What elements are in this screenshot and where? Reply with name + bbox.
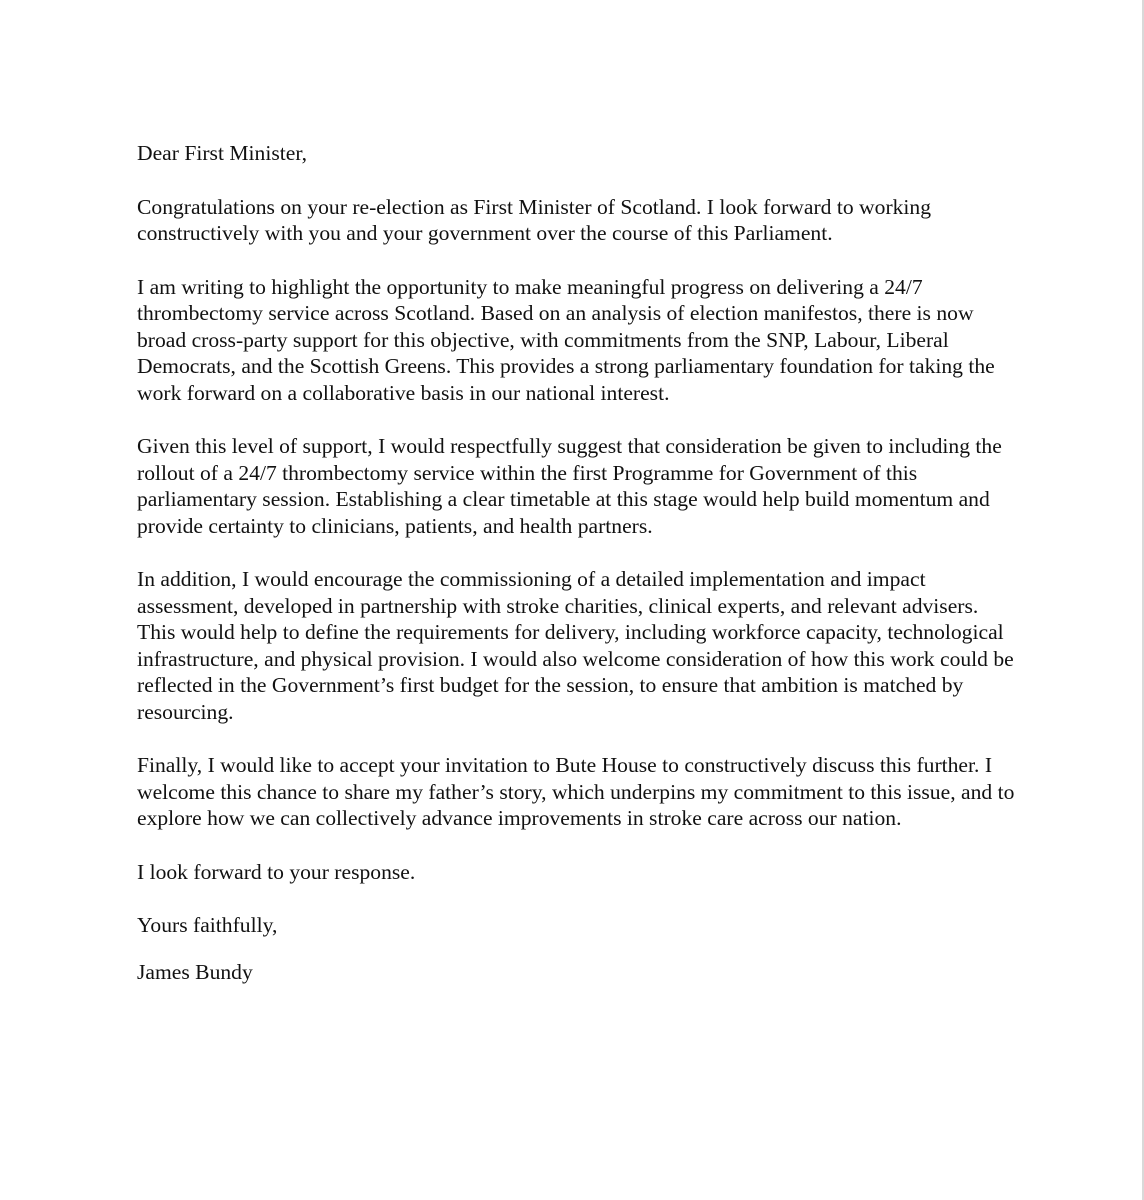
paragraph-implementation-assessment: In addition, I would encourage the commissioning of a detailed implementation and impact assessment, developed in partnership with stroke charities, clinical experts, and relevant advisers. This would help to define the requirements for delivery, including workforce capacity, technological infrastructure, and physical provision. I would also welcome consideration of how this work could be reflected in the Government’s first budget for the session, to ensure that ambition is matched by resourcing. [137,567,1014,724]
valediction: Yours faithfully, [137,913,278,937]
signature: James Bundy [137,959,253,984]
closing-line: I look forward to your response. [137,859,416,884]
paragraph-bute-house-invitation: Finally, I would like to accept your invitation to Bute House to constructively discuss this further. I welcome this chance to share my father’s story, which underpins my commitment to this issue, and to explore how we can collectively advance improvements in stroke care across our nation. [137,753,1015,830]
paragraph-programme-for-government: Given this level of support, I would respectfully suggest that consideration be given to including the rollout of a 24/7 thrombectomy service within the first Programme for Government of this parliamentary session. Establishing a clear timetable at this stage would help build momentum and provide certainty to clinicians, patients, and health partners. [137,434,1002,538]
salutation: Dear First Minister, [137,141,308,165]
paragraph-thrombectomy-support: I am writing to highlight the opportunity to make meaningful progress on delivering a 24/7 thrombectomy service across Scotland. Based on an analysis of election manifestos, there is now broad cross-party support for this objective, with commitments from the SNP, Labour, Liberal Democrats, and the Scottish Greens. This provides a strong parliamentary foundation for taking the work forward on a collaborative basis in our national interest. [137,274,995,405]
paragraph-congratulations: Congratulations on your re-election as First Minister of Scotland. I look forward to working constructively with you and your government over the course of this Parliament. [137,194,932,245]
letter-body [137,140,1017,985]
